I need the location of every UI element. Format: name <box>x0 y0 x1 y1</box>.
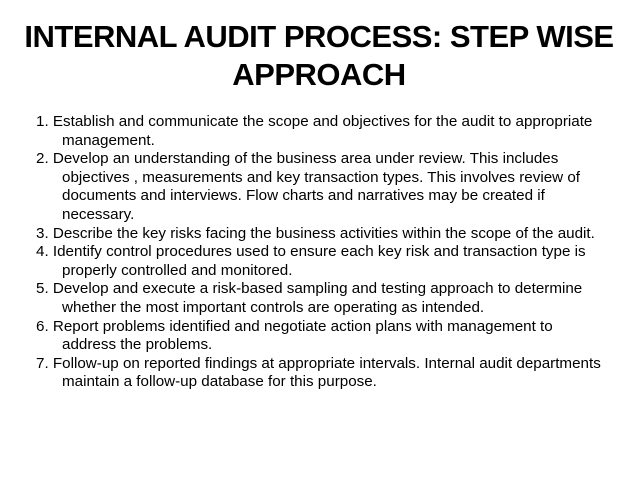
steps-list <box>36 113 602 392</box>
step-item: 2. Develop an understanding of the business area under review. This includes objectives , measurements and key transaction types. This involves review of documents and interviews. Flow charts and narratives may be created if necessary. <box>36 150 581 223</box>
slide-title: INTERNAL AUDIT PROCESS: STEP WISE APPROACH <box>24 19 614 92</box>
step-item: 7. Follow-up on reported findings at appropriate intervals. Internal audit departments maintain a follow-up database for this purpose. <box>36 354 601 391</box>
step-item: 6. Report problems identified and negotiate action plans with management to address the problems. <box>36 317 553 354</box>
step-item: 1. Establish and communicate the scope and objectives for the audit to appropriate management. <box>36 113 593 149</box>
step-item: 3. Describe the key risks facing the business activities within the scope of the audit. <box>36 224 595 242</box>
step-item: 4. Identify control procedures used to ensure each key risk and transaction type is properly controlled and monitored. <box>36 243 586 279</box>
step-item: 5. Develop and execute a risk-based sampling and testing approach to determine whether the most important controls are operating as intended. <box>36 280 583 316</box>
